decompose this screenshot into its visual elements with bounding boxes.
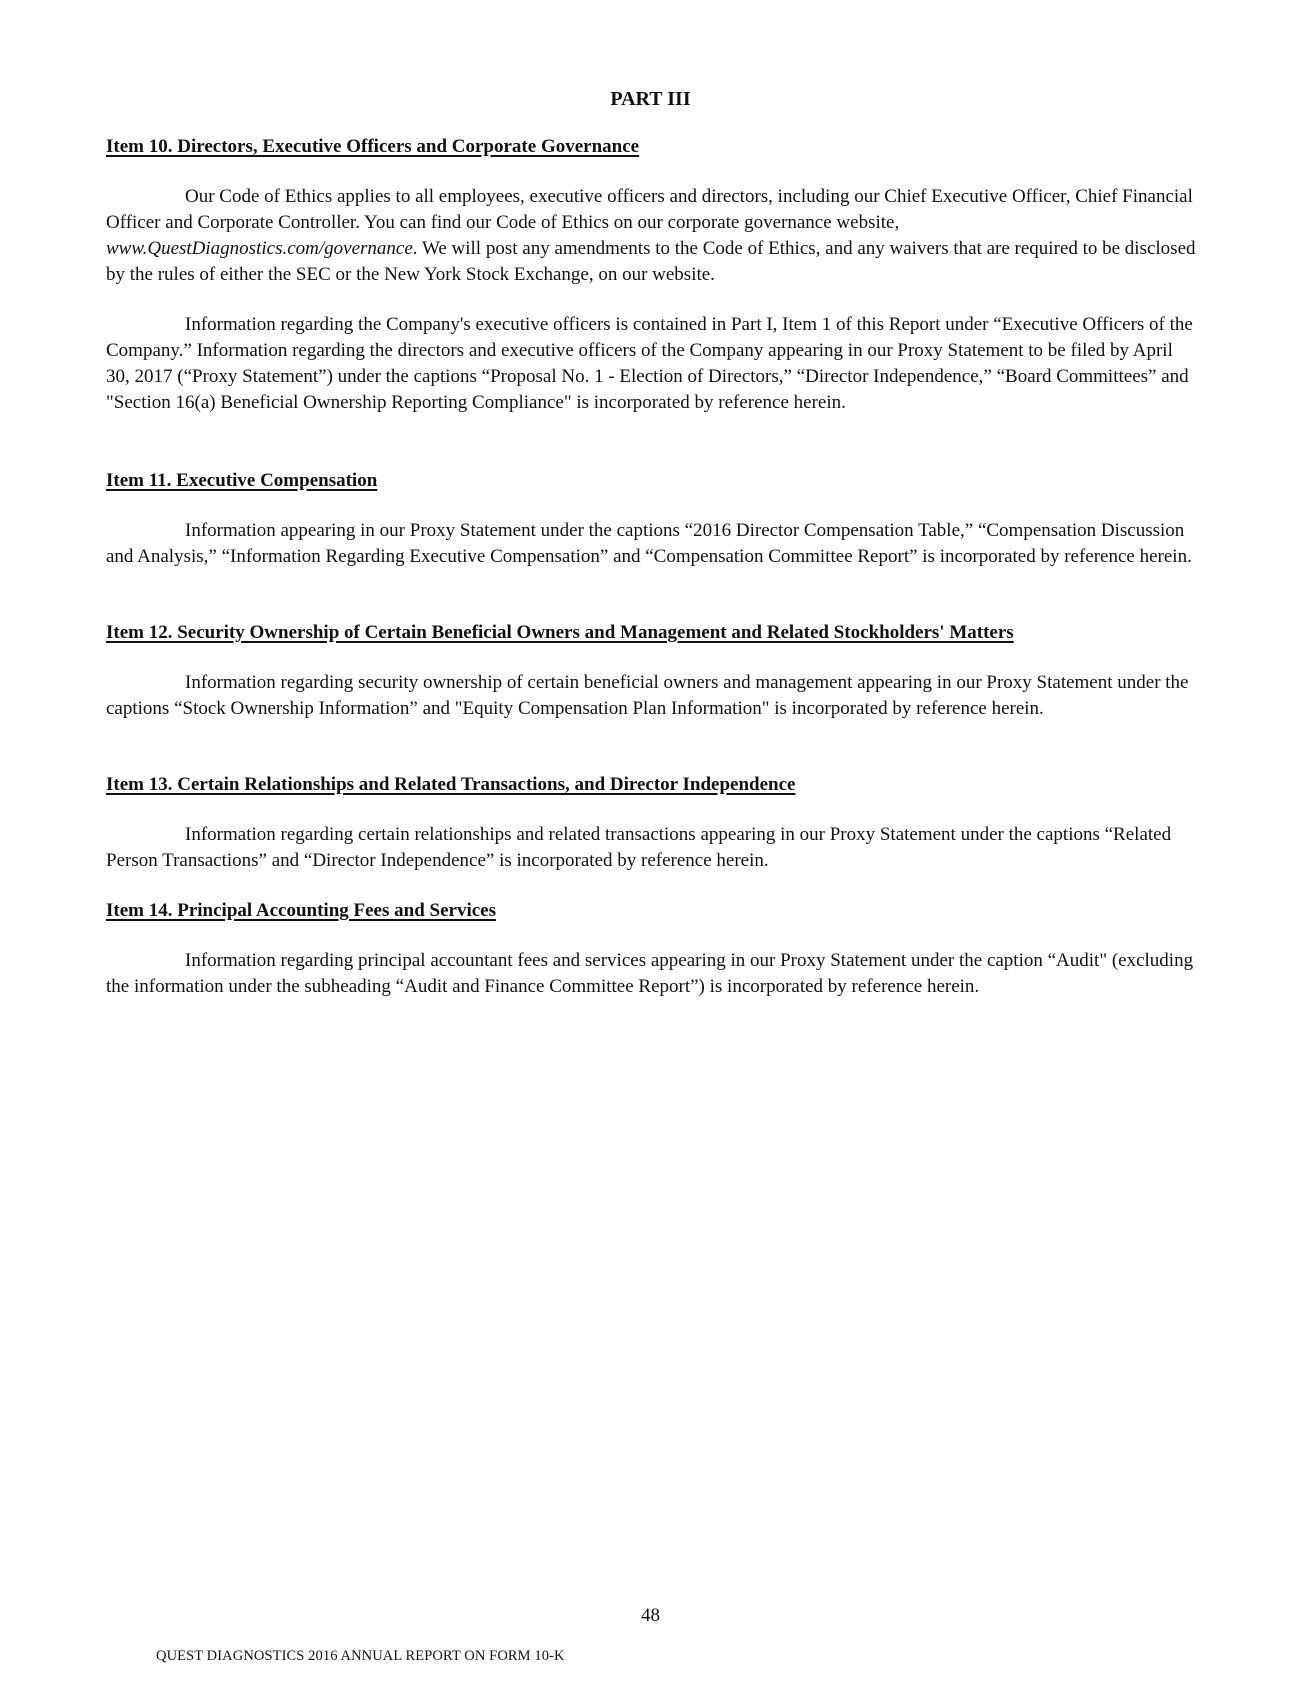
item-13-heading: Item 13. Certain Relationships and Related Transactions, and Director Independence <box>106 774 796 795</box>
item-13-paragraph-1: Information regarding certain relationships and related transactions appearing in our Proxy Statement under the captions “Related Person Transactions” and “Director Independence” is incorporated by reference herein. <box>106 824 1172 871</box>
item-10-section <box>106 134 1200 416</box>
item-10-paragraph-1 <box>106 184 1200 288</box>
item-10-paragraph-1-text-before: Our Code of Ethics applies to all employees, executive officers and directors, including our Chief Executive Officer, Chief Financial Officer and Corporate Controller. You can find our Code of Ethics on our corporate governance website, <box>106 186 1193 233</box>
item-14-heading: Item 14. Principal Accounting Fees and Services <box>106 900 496 921</box>
item-14-section <box>106 898 1200 1000</box>
item-11-section <box>106 468 1200 570</box>
item-10-paragraph-1-text-after: . We will post any amendments to the Code of Ethics, and any waivers that are required to be disclosed by the rules of either the SEC or the New York Stock Exchange, on our website. <box>106 238 1196 285</box>
item-12-paragraph-1: Information regarding security ownership of certain beneficial owners and management appearing in our Proxy Statement under the captions “Stock Ownership Information” and "Equity Compensation Plan Information" is incorporated by reference herein. <box>106 672 1189 719</box>
item-11-heading: Item 11. Executive Compensation <box>106 470 378 491</box>
item-13-section <box>106 772 1200 874</box>
page-number: 48 <box>641 1605 660 1626</box>
item-12-section <box>106 620 1200 722</box>
item-10-paragraph-2: Information regarding the Company's executive officers is contained in Part I, Item 1 of this Report under “Executive Officers of the Company.” Information regarding the directors and executive officers of the Company appearing in our Proxy Statement to be filed by April 30, 2017 (“Proxy Statement”) under the captions “Proposal No. 1 - Election of Directors,” “Director Independence,” “Board Committees” and "Section 16(a) Beneficial Ownership Reporting Compliance" is incorporated by reference herein. <box>106 314 1193 413</box>
part-title: PART III <box>610 88 691 110</box>
item-12-heading: Item 12. Security Ownership of Certain Beneficial Owners and Management and Related Stockholders' Matters <box>106 622 1014 643</box>
item-11-paragraph-1: Information appearing in our Proxy Statement under the captions “2016 Director Compensation Table,” “Compensation Discussion and Analysis,” “Information Regarding Executive Compensation” and “Compensation Committee Report” is incorporated by reference herein. <box>106 520 1192 567</box>
report-footer: QUEST DIAGNOSTICS 2016 ANNUAL REPORT ON FORM 10-K <box>156 1648 565 1664</box>
item-14-paragraph-1: Information regarding principal accountant fees and services appearing in our Proxy Statement under the caption “Audit" (excluding the information under the subheading “Audit and Finance Committee Report”) is incorporated by reference herein. <box>106 950 1194 997</box>
governance-website-url: www.QuestDiagnostics.com/governance <box>106 238 413 259</box>
item-10-heading: Item 10. Directors, Executive Officers and Corporate Governance <box>106 136 640 157</box>
